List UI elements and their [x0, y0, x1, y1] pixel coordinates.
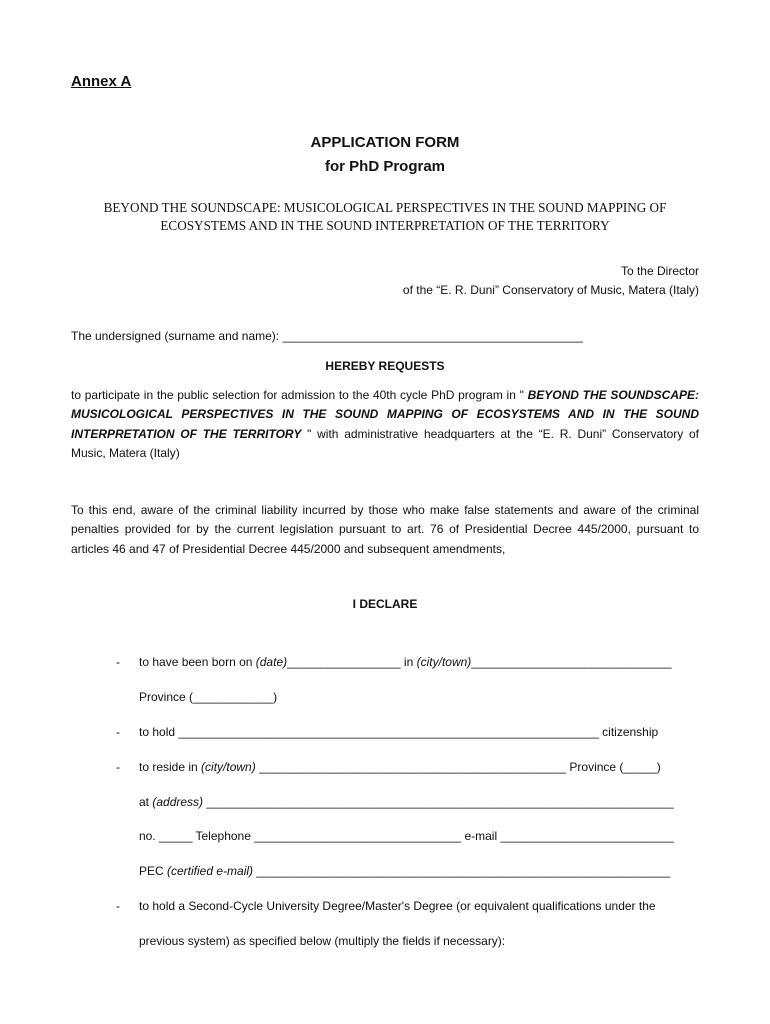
- degree-line-2: previous system) as specified below (multiply the fields if necessary):: [139, 934, 506, 948]
- bullet-dash: -: [116, 899, 120, 913]
- residence-field: [139, 760, 661, 774]
- pec-field: [139, 864, 670, 878]
- bullet-dash: -: [116, 760, 120, 774]
- undersigned-field: The undersigned (surname and name): _____________________________________________: [71, 329, 583, 343]
- request-paragraph: [71, 386, 699, 463]
- request-text-after: " with administrative headquarters at the “E. R. Duni” Conservatory of Music, Matera (Italy): [71, 426, 699, 460]
- birth-date-label: (date): [255, 655, 288, 669]
- bullet-dash: -: [116, 725, 120, 739]
- birth-field: [139, 655, 672, 669]
- request-program-name: BEYOND THE SOUNDSCAPE: MUSICOLOGICAL PERSPECTIVES IN THE SOUND MAPPING OF ECOSYSTEMS AND IN THE SOUND INTERPRETATION OF THE TERRITORY: [71, 388, 700, 441]
- request-text-before: to participate in the public selection for admission to the 40th cycle PhD program in ": [71, 388, 528, 402]
- pec-blank[interactable]: ______________________________________________________________: [253, 864, 671, 878]
- birth-city-label: (city/town): [416, 655, 472, 669]
- pec-prefix: PEC: [139, 864, 168, 878]
- residence-prefix: to reside in: [139, 760, 202, 774]
- addressee: [403, 262, 699, 300]
- declare-heading: I DECLARE: [352, 597, 418, 611]
- citizenship-field[interactable]: to hold _______________________________________________________________ citizenship: [139, 725, 659, 739]
- address-prefix: at: [139, 795, 153, 809]
- degree-line-1: to hold a Second-Cycle University Degree/Master's Degree (or equivalent qualifications under the: [139, 899, 656, 913]
- address-field: [139, 795, 674, 809]
- birth-prefix: to have been born on: [139, 655, 256, 669]
- birth-in-label: in: [400, 655, 417, 669]
- form-subtitle-program: for PhD Program: [324, 158, 445, 175]
- residence-city-label: (city/town): [201, 760, 256, 774]
- program-title: BEYOND THE SOUNDSCAPE: MUSICOLOGICAL PERSPECTIVES IN THE SOUND MAPPING OF ECOSYSTEMS AND IN THE SOUND INTERPRETATION OF THE TERRITORY: [103, 200, 667, 233]
- annex-label: Annex A: [71, 73, 132, 90]
- address-blank[interactable]: ______________________________________________________________________: [203, 795, 674, 809]
- address-label: (address): [152, 795, 204, 809]
- residence-blank[interactable]: ______________________________________________ Province (_____): [255, 760, 661, 774]
- birth-city-blank[interactable]: ______________________________: [471, 655, 672, 669]
- requests-heading: HEREBY REQUESTS: [325, 359, 445, 373]
- birth-date-blank[interactable]: _________________: [287, 655, 401, 669]
- addressee-line1: To the Director: [620, 264, 699, 278]
- aware-paragraph: To this end, aware of the criminal liability incurred by those who make false statements and aware of the criminal penalties provided for by the current legislation pursuant to art. 76 of Presidential Decree 445/2000, pursuant to articles 46 and 47 of Presidential Decree 445/2000 and subsequent amendments,: [71, 503, 699, 556]
- addressee-line2: of the “E. R. Duni” Conservatory of Music, Matera (Italy): [402, 283, 699, 297]
- phone-email-field[interactable]: no. _____ Telephone _______________________________ e-mail __________________________: [139, 829, 674, 843]
- birth-province-field[interactable]: Province (____________): [139, 690, 278, 704]
- form-title: APPLICATION FORM: [310, 134, 460, 151]
- bullet-dash: -: [116, 655, 120, 669]
- pec-label: (certified e-mail): [167, 864, 254, 878]
